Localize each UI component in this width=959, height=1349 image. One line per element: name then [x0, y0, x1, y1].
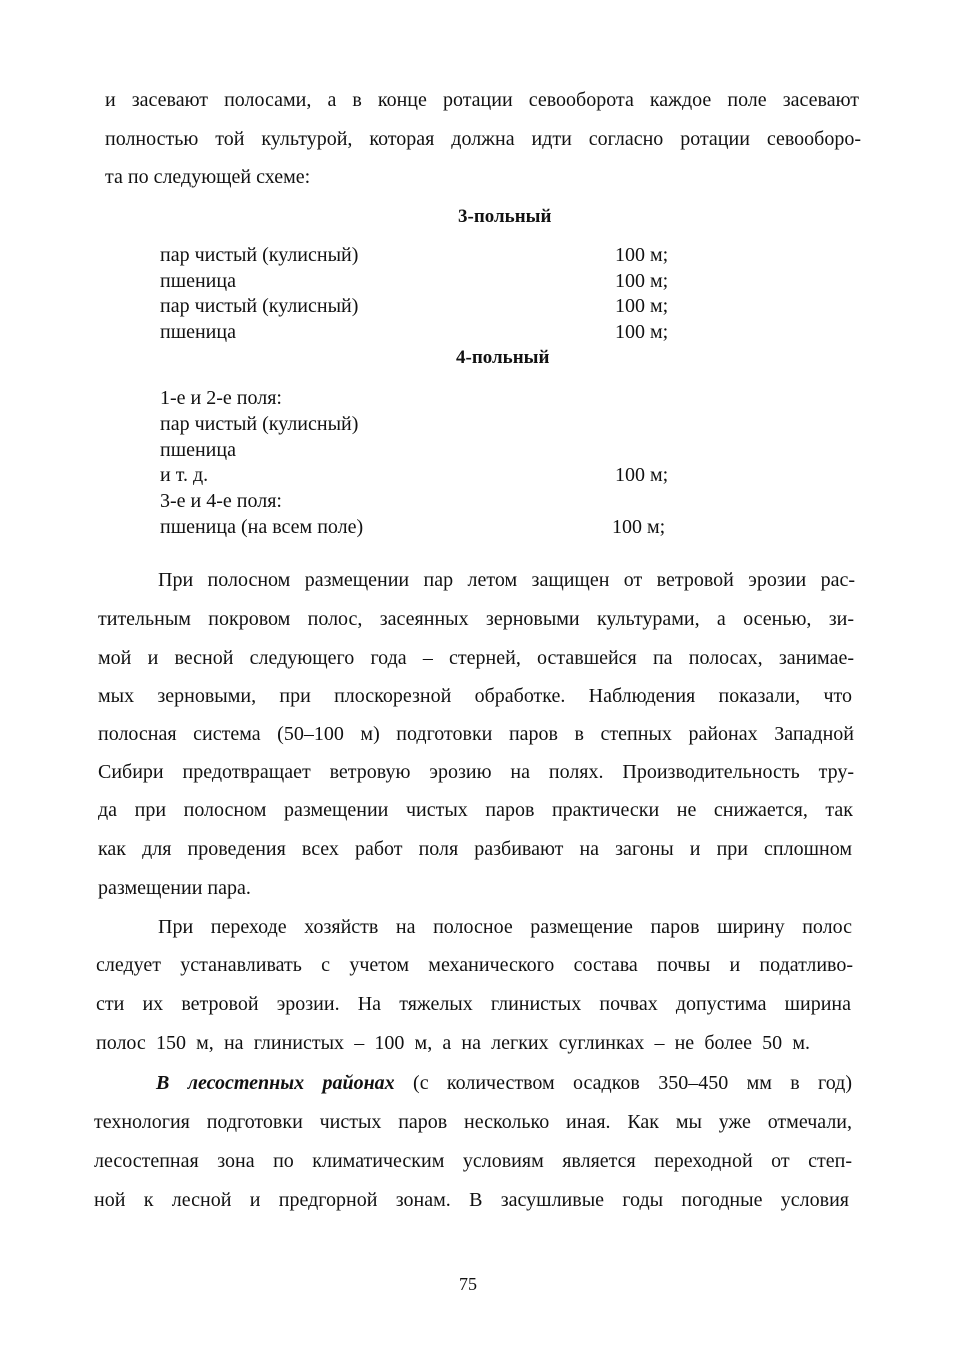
- paragraph2-line: полос 150 м, на глинистых – 100 м, а на легких суглинках – не более 50 м.: [96, 1032, 810, 1054]
- scheme3-row: [160, 268, 680, 294]
- paragraph3-line: ной к лесной и предгорной зонам. В засушливые годы погодные условия: [94, 1189, 849, 1211]
- scheme3-row-label: пар чистый (кулисный): [160, 295, 359, 317]
- scheme4-row: [160, 514, 680, 540]
- paragraph1-line: размещении пара.: [98, 877, 251, 899]
- scheme3-title: 3-польный: [458, 206, 552, 227]
- scheme4-row-label: 1-е и 2-е поля:: [160, 387, 282, 409]
- intro-line-2: полностью той культурой, которая должна идти согласно ротации севооборо-: [105, 128, 861, 150]
- scheme4-row-label: пшеница (на всем поле): [160, 516, 364, 538]
- paragraph1-line: как для проведения всех работ поля разбивают на загоны и при сплошном: [98, 838, 852, 860]
- paragraph2-line: При переходе хозяйств на полосное размещение паров ширину полос: [158, 916, 852, 938]
- paragraph3-lead-line: [156, 1071, 852, 1095]
- paragraph1-line: мой и весной следующего года – стерней, оставшейся па полосах, занимае-: [98, 647, 854, 669]
- scheme3-row-label: пар чистый (кулисный): [160, 244, 359, 266]
- paragraph1-line: да при полосном размещении чистых паров практически не снижается, так: [98, 799, 853, 821]
- paragraph1-line: мых зерновыми, при плоскорезной обработке. Наблюдения показали, что: [98, 685, 852, 707]
- scheme3-row-label: пшеница: [160, 321, 236, 343]
- paragraph3-lead-emphasis: В лесостепных районах: [156, 1072, 395, 1094]
- scheme4-row: [160, 385, 680, 411]
- scheme3-row: [160, 293, 680, 319]
- paragraph1-line: тительным покровом полос, засеянных зерновыми культурами, а осенью, зи-: [98, 608, 854, 630]
- paragraph2-line: сти их ветровой эрозии. На тяжелых глинистых почвах допустима ширина: [96, 993, 851, 1015]
- scheme4-row-label: 3-е и 4-е поля:: [160, 490, 282, 512]
- paragraph1-line: полосная система (50–100 м) подготовки паров в степных районах Западной: [98, 723, 854, 745]
- paragraph3-line: технология подготовки чистых паров несколько иная. Как мы уже отмечали,: [94, 1111, 852, 1133]
- scheme4-row-label: пшеница: [160, 439, 236, 461]
- scheme3-row-label: пшеница: [160, 270, 236, 292]
- scheme4-row: [160, 437, 680, 463]
- scheme4-row-label: и т. д.: [160, 464, 209, 486]
- paragraph3-lead-rest: (с количеством осадков 350–450 мм в год): [394, 1072, 852, 1094]
- paragraph2-line: следует устанавливать с учетом механического состава почвы и податливо-: [96, 954, 853, 976]
- scheme3-row: [160, 319, 680, 345]
- scheme4-row: [160, 462, 680, 488]
- paragraph1-line: Сибири предотвращает ветровую эрозию на полях. Производительность тру-: [98, 761, 854, 783]
- scheme4-title: 4-польный: [456, 347, 550, 368]
- scheme3-row-value: 100 м;: [615, 295, 669, 317]
- scheme4-row: [160, 411, 680, 437]
- paragraph3-line: лесостепная зона по климатическим условиям является переходной от степ-: [94, 1150, 852, 1172]
- paragraph1-line: При полосном размещении пар летом защищен от ветровой эрозии рас-: [158, 569, 855, 591]
- scheme4-row-value: 100 м;: [612, 516, 666, 538]
- scheme3-row-value: 100 м;: [615, 321, 669, 343]
- intro-line-3: та по следующей схеме:: [105, 166, 311, 188]
- scheme4-row: [160, 488, 680, 514]
- intro-line-1: и засевают полосами, а в конце ротации севооборота каждое поле засевают: [105, 89, 859, 111]
- page-number: 75: [459, 1274, 477, 1294]
- scheme3-row-value: 100 м;: [615, 270, 669, 292]
- scheme4-row-label: пар чистый (кулисный): [160, 413, 359, 435]
- scheme3-row: [160, 242, 680, 268]
- scheme4-row-value: 100 м;: [615, 464, 669, 486]
- scheme3-row-value: 100 м;: [615, 244, 669, 266]
